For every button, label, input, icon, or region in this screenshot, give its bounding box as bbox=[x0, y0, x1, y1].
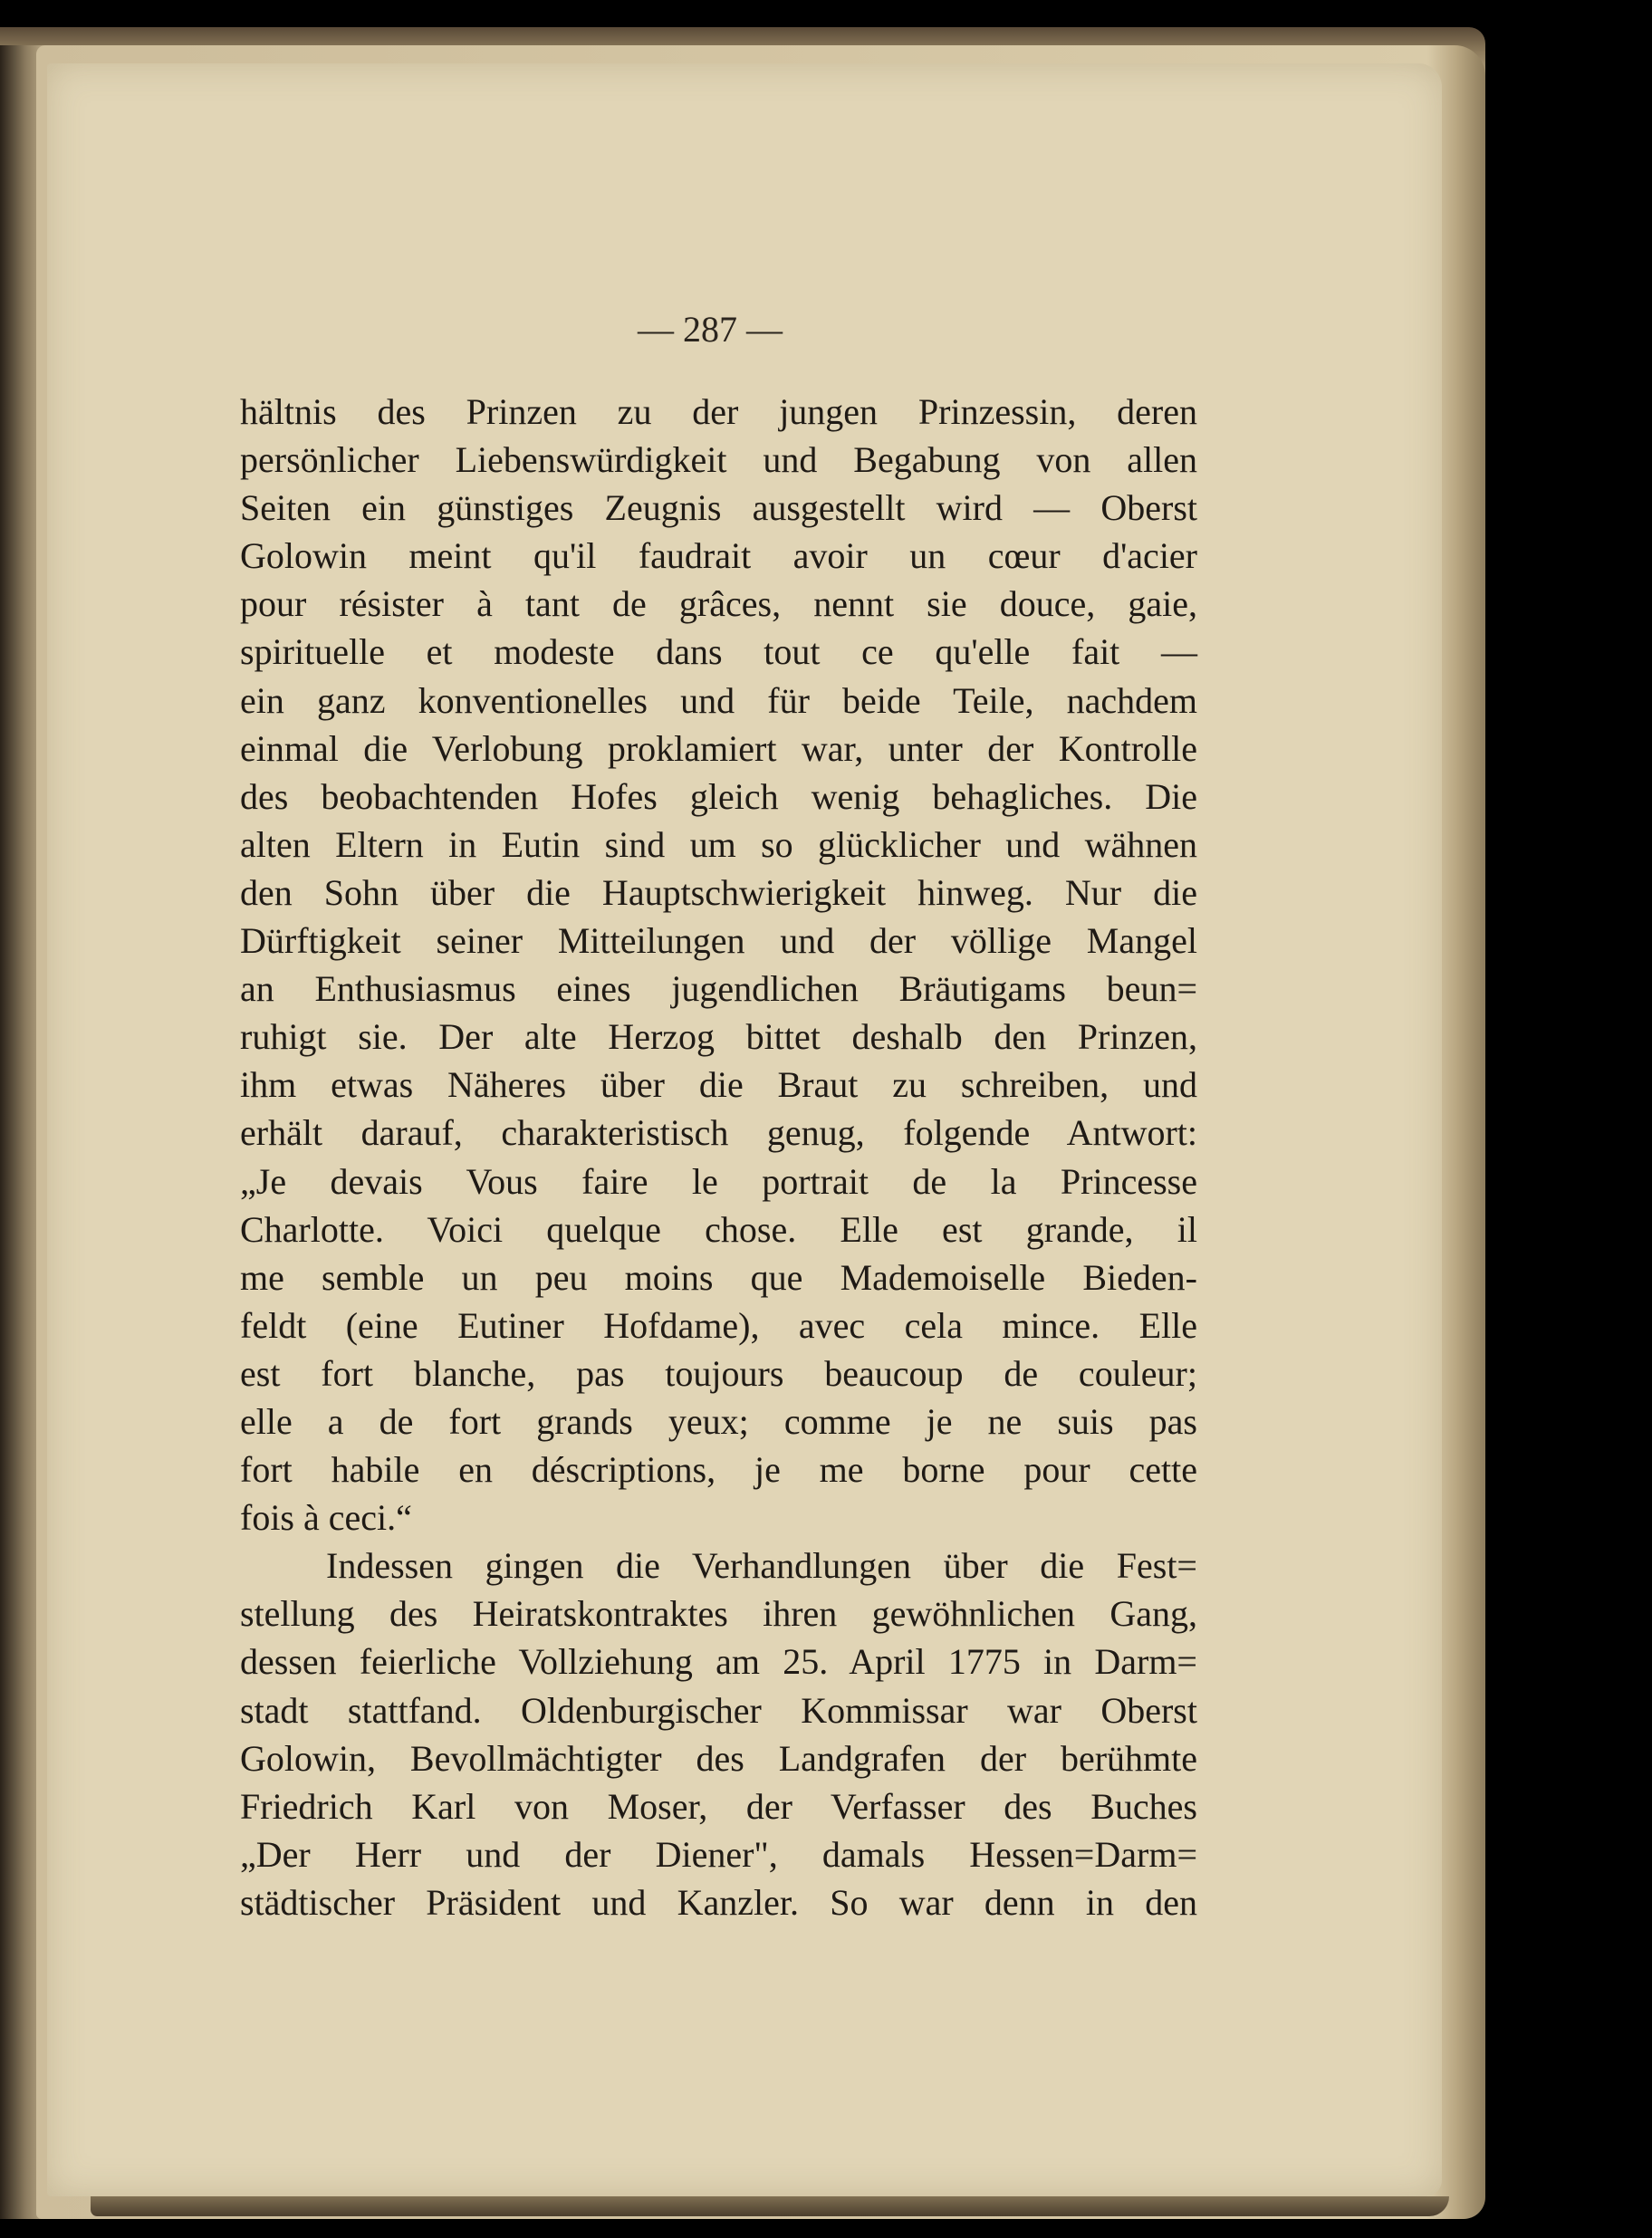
text-line: dessen feierliche Vollziehung am 25. April 1775 in Darm= bbox=[240, 1641, 1197, 1683]
text-line: Charlotte. Voici quelque chose. Elle est grande, il bbox=[240, 1208, 1197, 1250]
text-line: an Enthusiasmus eines jugendlichen Bräutigams beun= bbox=[240, 968, 1197, 1010]
text-line: hältnis des Prinzen zu der jungen Prinzessin, deren bbox=[240, 391, 1197, 432]
text-line: stadt stattfand. Oldenburgischer Kommissar war Oberst bbox=[240, 1689, 1197, 1731]
text-line: fort habile en déscriptions, je me borne pour cette bbox=[240, 1449, 1197, 1491]
text-line: feldt (eine Eutiner Hofdame), avec cela mince. Elle bbox=[240, 1304, 1197, 1346]
text-line: Friedrich Karl von Moser, der Verfasser des Buches bbox=[240, 1785, 1197, 1827]
text-line: ihm etwas Näheres über die Braut zu schreiben, und bbox=[240, 1064, 1197, 1106]
text-line-indented: Indessen gingen die Verhandlungen über die Fest= bbox=[326, 1545, 1197, 1587]
text-line: „Je devais Vous faire le portrait de la Princesse bbox=[240, 1160, 1197, 1202]
text-line: Golowin meint qu'il faudrait avoir un cœur d'acier bbox=[240, 535, 1197, 577]
text-line: est fort blanche, pas toujours beaucoup de couleur; bbox=[240, 1352, 1197, 1394]
text-line: fois à ceci.“ bbox=[240, 1497, 412, 1539]
text-line: den Sohn über die Hauptschwierigkeit hinweg. Nur die bbox=[240, 871, 1197, 913]
text-line: Seiten ein günstiges Zeugnis ausgestellt wird — Oberst bbox=[240, 487, 1197, 529]
book-page bbox=[47, 63, 1442, 2196]
text-line: ruhigt sie. Der alte Herzog bittet deshalb den Prinzen, bbox=[240, 1016, 1197, 1058]
text-line: „Der Herr und der Diener", damals Hessen=Darm= bbox=[240, 1833, 1197, 1875]
text-line: stellung des Heiratskontraktes ihren gewöhnlichen Gang, bbox=[240, 1593, 1197, 1635]
book-bottom-edge bbox=[91, 2196, 1449, 2216]
text-line: spirituelle et modeste dans tout ce qu'elle fait — bbox=[240, 631, 1197, 673]
text-line: alten Eltern in Eutin sind um so glücklicher und wähnen bbox=[240, 823, 1197, 865]
text-line: pour résister à tant de grâces, nennt sie douce, gaie, bbox=[240, 583, 1197, 625]
page-number: — 287 — bbox=[638, 309, 783, 350]
text-line: erhält darauf, charakteristisch genug, folgende Antwort: bbox=[240, 1112, 1197, 1154]
text-line: einmal die Verlobung proklamiert war, unter der Kontrolle bbox=[240, 727, 1197, 769]
text-line: städtischer Präsident und Kanzler. So war denn in den bbox=[240, 1881, 1197, 1923]
text-line: des beobachtenden Hofes gleich wenig behagliches. Die bbox=[240, 775, 1197, 817]
text-line: persönlicher Liebenswürdigkeit und Begabung von allen bbox=[240, 439, 1197, 481]
text-line: elle a de fort grands yeux; comme je ne suis pas bbox=[240, 1400, 1197, 1442]
text-line: Golowin, Bevollmächtigter des Landgrafen der berühmte bbox=[240, 1737, 1197, 1779]
text-line: me semble un peu moins que Mademoiselle Bieden- bbox=[240, 1256, 1197, 1298]
text-line: ein ganz konventionelles und für beide Teile, nachdem bbox=[240, 679, 1197, 721]
body-text bbox=[240, 388, 1197, 1926]
text-line: Dürftigkeit seiner Mitteilungen und der völlige Mangel bbox=[240, 920, 1197, 962]
